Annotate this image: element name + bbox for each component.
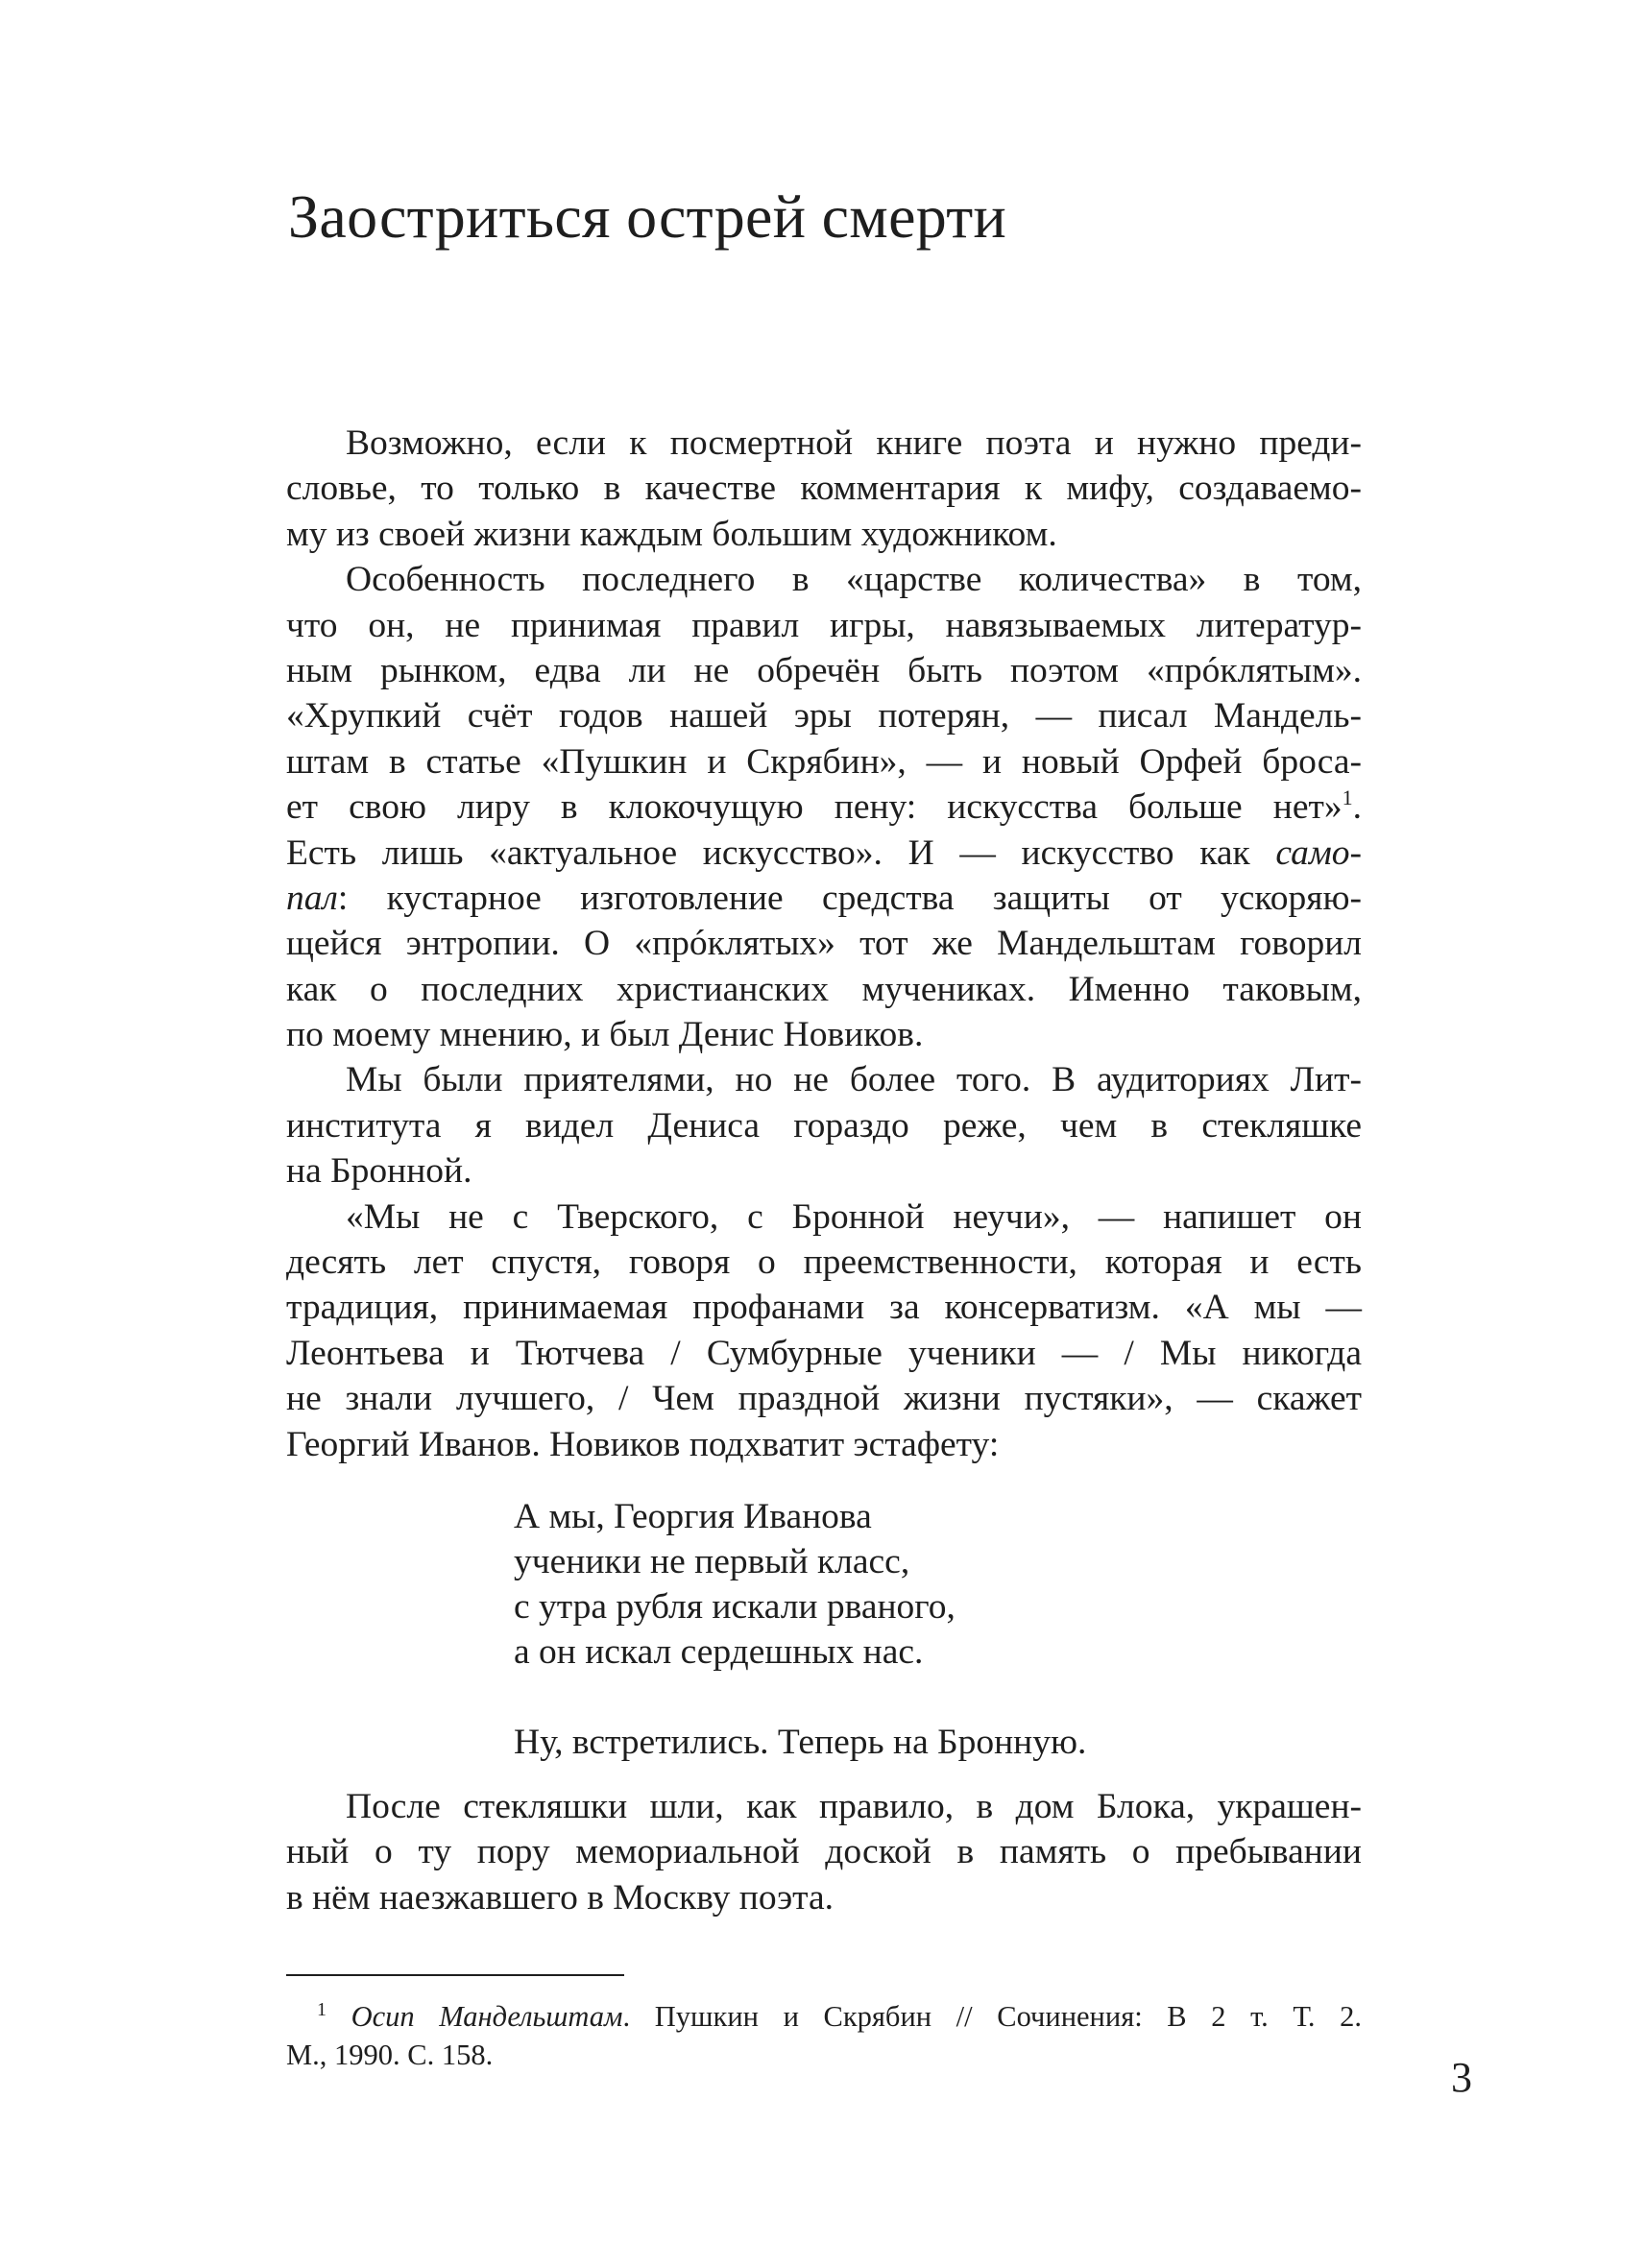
paragraph-5-line: в нём наезжавшего в Москву поэта. [286,1877,835,1918]
italic-term: пал [286,878,338,918]
paragraph-2-line: Особенность последнего в «царстве количества» в том, [346,560,1362,600]
footnote-author: Осип Мандельштам [351,2000,623,2033]
paragraph-3-line: на Бронной. [286,1151,472,1192]
paragraph-2-line: щейся энтропии. О «прóклятых» тот же Мандельштам говорил [286,924,1362,964]
paragraph-2-line: что он, не принимая правил игры, навязываемых литератур- [286,605,1362,645]
paragraph-2-line: ным рынком, едва ли не обречён быть поэтом «прóклятым». [286,650,1362,690]
paragraph-4-line: не знали лучшего, / Чем праздной жизни пустяки», — скажет [286,1379,1362,1419]
footnote-reference: 1 [1342,785,1353,810]
poem-line: А мы, Георгия Иванова [514,1497,872,1536]
paragraph-2-line-text: Есть лишь «актуальное искусство». И — искусство как [286,832,1276,873]
paragraph-4-line: Леонтьева и Тютчева / Сумбурные ученики — / Мы никогда [286,1333,1362,1373]
paragraph-2-line-text: ет свою лиру в клокочущую пену: искусства больше нет» [286,787,1343,828]
poem-quote [514,1494,1086,1765]
poem-line: Ну, встретились. Теперь на Бронную. [514,1723,1087,1762]
page-number: 3 [1451,2054,1472,2101]
paragraph-5-line: ный о ту пору мемориальной доской в память о пребывании [286,1832,1362,1872]
footnote-mark: 1 [317,1998,327,2020]
paragraph-2-line: как о последних христианских мучениках. Именно таковым, [286,969,1362,1009]
paragraph-2-line: по моему мнению, и был Денис Новиков. [286,1015,924,1055]
paragraph-2-line [286,831,1362,876]
footnote-line [286,1997,1362,2036]
stanza-gap [514,1675,1086,1720]
paragraph-2-line: «Хрупкий счёт годов нашей эры потерян, — писал Мандель- [286,696,1362,736]
paragraph-2-line: штам в статье «Пушкин и Скрябин», — и новый Орфей броса- [286,741,1362,782]
paragraph-3-line: Мы были приятелями, но не более того. В аудиториях Лит- [346,1060,1362,1100]
poem-line: с утра рубля искали рваного, [514,1587,956,1627]
paragraph-4-line: Георгий Иванов. Новиков подхватит эстафету: [286,1424,1000,1464]
paragraph-2-line [286,876,1362,921]
main-text [286,421,1362,1467]
footnote-divider [286,1974,624,1976]
paragraph-2-line-end: . [1352,787,1362,828]
paragraph-1-line: му из своей жизни каждым большим художником. [286,514,1057,554]
paragraph-1-line: Возможно, если к посмертной книге поэта и нужно преди- [346,423,1362,463]
paragraph-4-line: десять лет спустя, говоря о преемственности, которая и есть [286,1243,1362,1283]
paragraph-4-line: традиция, принимаемая профанами за консерватизм. «А мы — [286,1288,1362,1328]
paragraph-2-line-text: : кустарное изготовление средства защиты от ускоряю- [337,878,1362,918]
poem-line: а он искал сердешных нас. [514,1632,924,1672]
paragraph-4-line: «Мы не с Тверского, с Бронной неучи», — напишет он [346,1196,1362,1237]
chapter-title: Заостриться острей смерти [288,182,1007,251]
main-text-continued [286,1784,1362,1920]
paragraph-2-line [286,784,1362,830]
paragraph-3-line: института я видел Дениса гораздо реже, чем в стекляшке [286,1105,1362,1146]
poem-line: ученики не первый класс, [514,1542,910,1581]
italic-term: само- [1275,832,1362,873]
footnote-text: . Пушкин и Скрябин // Сочинения: В 2 т. Т. 2. [622,2000,1363,2033]
paragraph-5-line: После стекляшки шли, как правило, в дом Блока, украшен- [346,1787,1362,1826]
footnote-line: М., 1990. С. 158. [286,2039,494,2071]
footnote [286,1997,1362,2074]
paragraph-1-line: словье, то только в качестве комментария к мифу, создаваемо- [286,469,1362,509]
